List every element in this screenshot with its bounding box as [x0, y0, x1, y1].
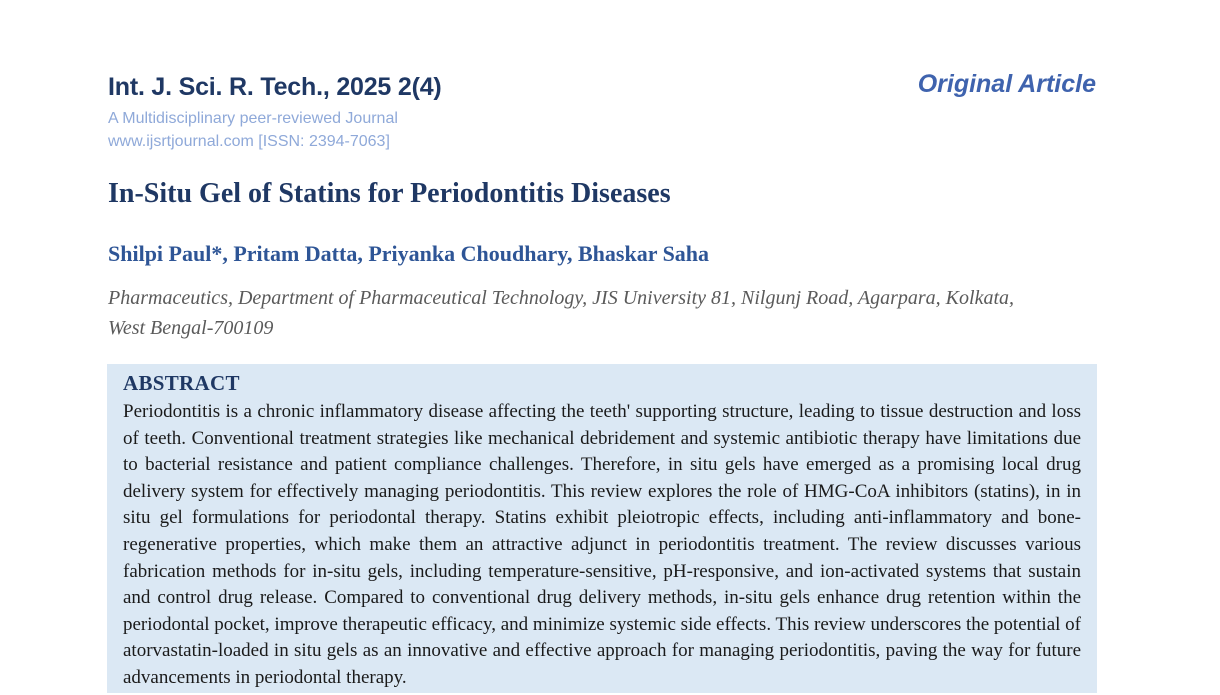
- journal-header: [108, 74, 442, 152]
- journal-name: Int. J. Sci. R. Tech., 2025 2(4): [108, 73, 442, 101]
- abstract-section: [107, 364, 1097, 693]
- abstract-text: Periodontitis is a chronic inflammatory disease affecting the teeth' supporting structure, leading to tissue destruction and loss of teeth. Conventional treatment strategies like mechanical debridement and systemic antibiotic therapy have limitations due to bacterial resistance and patient compliance challenges. Therefore, in situ gels have emerged as a promising local drug delivery system for effectively managing periodontitis. This review explores the role of HMG-CoA inhibitors (statins), in in situ gel formulations for periodontal therapy. Statins exhibit pleiotropic effects, including anti-inflammatory and bone-regenerative properties, which make them an attractive adjunct in periodontitis treatment. The review discusses various fabrication methods for in-situ gels, including temperature-sensitive, pH-responsive, and ion-activated systems that sustain and control drug release. Compared to conventional drug delivery methods, in-situ gels enhance drug retention within the periodontal pocket, improve therapeutic efficacy, and minimize systemic side effects. This review underscores the potential of atorvastatin-loaded in situ gels as an innovative and effective approach for managing periodontitis, paving the way for future advancements in periodontal therapy.: [123, 401, 1081, 688]
- article-affiliation: Pharmaceutics, Department of Pharmaceutical Technology, JIS University 81, Nilgunj Road, Agarpara, Kolkata, West Bengal-700109: [108, 287, 1015, 339]
- journal-tagline: A Multidisciplinary peer-reviewed Journal: [108, 109, 398, 127]
- journal-website-issn: www.ijsrtjournal.com [ISSN: 2394-7063]: [108, 132, 390, 150]
- article-authors: Shilpi Paul*, Pritam Datta, Priyanka Choudhary, Bhaskar Saha: [108, 241, 710, 266]
- abstract-heading: ABSTRACT: [123, 371, 240, 395]
- article-type-label: Original Article: [917, 70, 1096, 98]
- article-title: In-Situ Gel of Statins for Periodontitis Diseases: [108, 178, 671, 209]
